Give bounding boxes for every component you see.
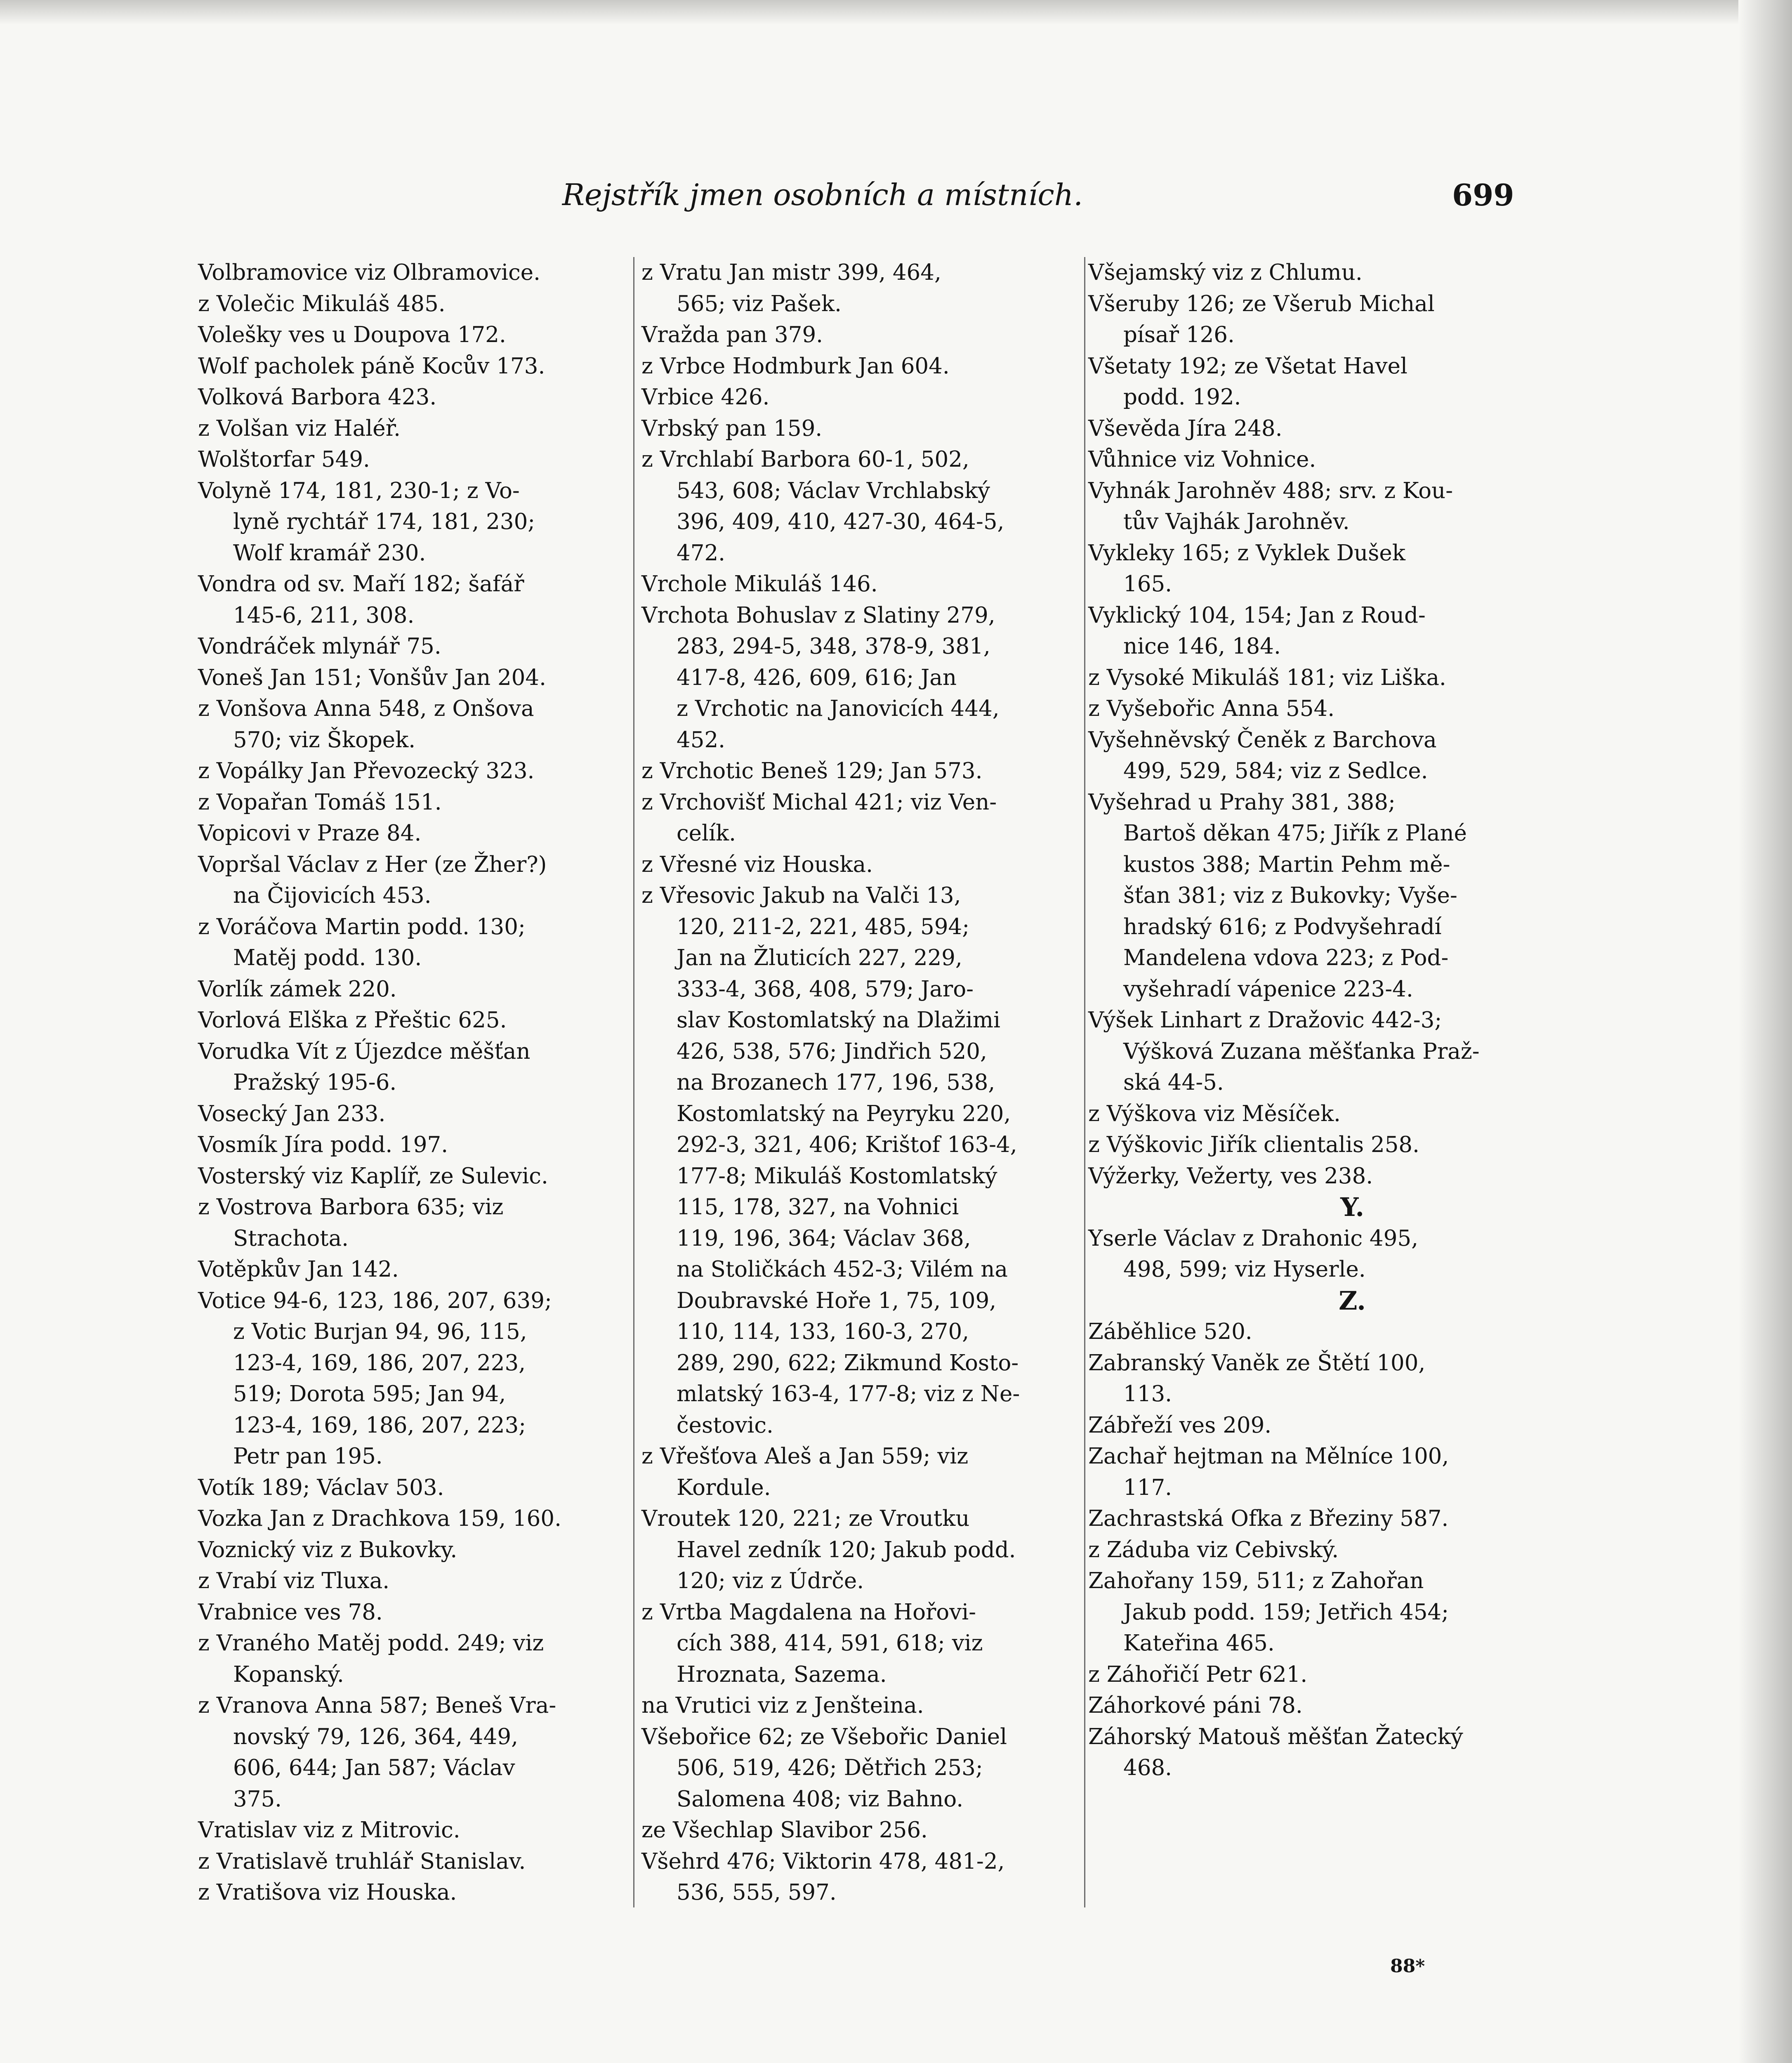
index-line: Vondra od sv. Maří 182; šafář [198,571,524,597]
index-line: Votík 189; Václav 503. [198,1475,444,1500]
index-line: z Vrchotic Beneš 129; Jan 573. [641,758,983,784]
index-line: Jan na Žluticích 227, 229, [677,945,962,970]
index-line: z Vonšova Anna 548, z Onšova [198,696,534,721]
index-line: vyšehradí vápenice 223-4. [1123,976,1413,1002]
index-line: novský 79, 126, 364, 449, [233,1724,518,1749]
scan-shadow-top [0,0,1792,25]
page-number: 699 [1452,177,1514,212]
index-line: 292-3, 321, 406; Krištof 163-4, [677,1132,1017,1157]
index-line: 375. [233,1786,282,1812]
index-line: z Volečic Mikuláš 485. [198,291,446,316]
index-line: Vykleky 165; z Vyklek Dušek [1088,540,1405,566]
index-line: z Vopařan Tomáš 151. [198,789,442,815]
index-line: Všejamský viz z Chlumu. [1088,260,1363,285]
index-line: Mandelena vdova 223; z Pod- [1123,945,1449,970]
index-line: 468. [1123,1755,1172,1780]
index-line: Vrchole Mikuláš 146. [641,571,878,597]
index-line: 536, 555, 597. [677,1880,837,1905]
index-line: Vražda pan 379. [641,322,823,347]
index-line: Votice 94-6, 123, 186, 207, 639; [198,1288,552,1313]
index-line: z Záhořičí Petr 621. [1088,1662,1308,1687]
index-line: 283, 294-5, 348, 378-9, 381, [677,634,990,659]
index-line: Volyně 174, 181, 230-1; z Vo- [198,478,520,503]
index-line: Vroutek 120, 221; ze Vroutku [641,1506,970,1531]
index-line: Volková Barbora 423. [198,385,437,410]
index-line: z Vřešťova Aleš a Jan 559; viz [641,1444,969,1469]
index-line: z Vrchlabí Barbora 60-1, 502, [641,447,969,472]
index-line: Zahořany 159, 511; z Zahořan [1088,1568,1424,1593]
index-line: Vratislav viz z Mitrovic. [198,1818,460,1843]
index-line: lyně rychtář 174, 181, 230; [233,509,535,534]
index-line: Zabranský Vaněk ze Štětí 100, [1088,1350,1426,1376]
index-line: ská 44-5. [1123,1070,1224,1095]
index-line: Vorlík zámek 220. [198,976,397,1002]
index-line: z Vrbce Hodmburk Jan 604. [641,353,950,379]
index-line: Kopanský. [233,1662,344,1687]
index-line: z Votic Burjan 94, 96, 115, [233,1319,527,1344]
index-line: 565; viz Pašek. [677,291,842,316]
index-line: 117. [1123,1475,1172,1500]
index-line: Voneš Jan 151; Vonšův Jan 204. [198,665,546,690]
index-line: z Vostrova Barbora 635; viz [198,1194,504,1220]
index-line: Všeruby 126; ze Všerub Michal [1088,291,1435,316]
index-line: Wolf pacholek páně Kocův 173. [198,353,545,379]
index-line: 177-8; Mikuláš Kostomlatský [677,1163,997,1189]
index-line: Pražský 195-6. [233,1070,397,1095]
index-line: 115, 178, 327, na Vohnici [677,1194,959,1220]
index-line: cích 388, 414, 591, 618; viz [677,1631,983,1656]
index-line: Strachota. [233,1225,349,1251]
index-line: Vyklický 104, 154; Jan z Roud- [1088,602,1426,628]
index-line: Vorlová Elška z Přeštic 625. [198,1008,507,1033]
index-line: z Vřesné viz Houska. [641,852,873,877]
index-line: z Vranova Anna 587; Beneš Vra- [198,1693,556,1718]
index-line: Vrabnice ves 78. [198,1599,383,1625]
index-line: 499, 529, 584; viz z Sedlce. [1123,758,1428,784]
index-line: Kostomlatský na Peyryku 220, [677,1101,1011,1126]
index-line: Salomena 408; viz Bahno. [677,1786,964,1812]
index-line: Všehrd 476; Viktorin 478, 481-2, [641,1848,1005,1874]
index-column-1 [198,257,635,1908]
index-line: 333-4, 368, 408, 579; Jaro- [677,976,974,1002]
index-line: z Vysoké Mikuláš 181; viz Liška. [1088,665,1446,690]
index-line: Vozka Jan z Drachkova 159, 160. [198,1506,561,1531]
index-line: 498, 599; viz Hyserle. [1123,1257,1366,1282]
index-line: Volešky ves u Doupova 172. [198,322,506,347]
index-line: Volbramovice viz Olbramovice. [198,260,540,285]
index-line: Voznický viz z Bukovky. [198,1537,457,1563]
index-line: 396, 409, 410, 427-30, 464-5, [677,509,1004,534]
index-line: Záhorkové páni 78. [1088,1693,1303,1718]
index-line: Wolštorfar 549. [198,447,370,472]
index-line: Jakub podd. 159; Jetřich 454; [1123,1599,1449,1625]
index-line: Vosterský viz Kaplíř, ze Sulevic. [198,1163,548,1189]
index-line: z Záduba viz Cebivský. [1088,1537,1339,1563]
index-line: Bartoš děkan 475; Jiřík z Plané [1123,821,1467,846]
index-line: Vondráček mlynář 75. [198,634,441,659]
index-line: z Vrchovišť Michal 421; viz Ven- [641,789,997,815]
index-line: z Vrabí viz Tluxa. [198,1568,390,1593]
index-line: Výžerky, Vežerty, ves 238. [1088,1163,1373,1189]
index-line: 452. [677,727,726,753]
index-line: 113. [1123,1381,1172,1407]
index-line: 506, 519, 426; Dětřich 253; [677,1755,983,1780]
index-line: 426, 538, 576; Jindřich 520, [677,1039,987,1064]
index-line: na Stoličkách 452-3; Vilém na [677,1257,1008,1282]
index-line: Záběhlice 520. [1088,1319,1252,1344]
index-line: na Brozanech 177, 196, 538, [677,1070,995,1095]
index-line: z Vratu Jan mistr 399, 464, [641,260,941,285]
index-line: z Vopálky Jan Převozecký 323. [198,758,535,784]
index-line: slav Kostomlatský na Dlažimi [677,1008,1000,1033]
index-line: z Vratišova viz Houska. [198,1880,457,1905]
index-line: Vopršal Václav z Her (ze Žher?) [198,852,547,877]
section-heading: Z. [1339,1285,1366,1316]
index-line: Kateřina 465. [1123,1631,1275,1656]
index-line: Petr pan 195. [233,1444,383,1469]
index-line: podd. 192. [1123,385,1241,410]
index-line: kustos 388; Martin Pehm mě- [1123,852,1450,877]
index-line: na Čijovicích 453. [233,883,431,908]
index-line: z Výškovic Jiřík clientalis 258. [1088,1132,1419,1157]
index-line: Kordule. [677,1475,771,1500]
index-line: 606, 644; Jan 587; Václav [233,1755,515,1780]
index-line: Yserle Václav z Drahonic 495, [1088,1225,1418,1251]
index-line: na Vrutici viz z Jenšteina. [641,1693,924,1718]
index-line: Vrbice 426. [641,385,770,410]
index-line: z Vrtba Magdalena na Hořovi- [641,1599,976,1625]
index-line: celík. [677,821,736,846]
index-line: 417-8, 426, 609, 616; Jan [677,665,957,690]
index-line: z Vrchotic na Janovicích 444, [677,696,1000,721]
index-line: nice 146, 184. [1123,634,1281,659]
index-line: Zábřeží ves 209. [1088,1412,1272,1438]
index-line: z Výškova viz Měsíček. [1088,1101,1341,1126]
index-line: Výšková Zuzana měšťanka Praž- [1123,1039,1480,1064]
index-line: Vrchota Bohuslav z Slatiny 279, [641,602,995,628]
index-line: Vůhnice viz Vohnice. [1088,447,1316,472]
index-column-2 [641,257,1066,1908]
index-line: 123-4, 169, 186, 207, 223; [233,1412,526,1438]
index-line: ze Všechlap Slavibor 256. [641,1818,928,1843]
index-line: hradský 616; z Podvyšehradí [1123,914,1442,939]
index-line: Vosecký Jan 233. [198,1101,386,1126]
scan-shadow-right [1738,0,1792,2063]
index-column-3 [1088,257,1521,1784]
index-line: z Voráčova Martin podd. 130; [198,914,526,939]
index-line: Hroznata, Sazema. [677,1662,887,1687]
index-line: 570; viz Škopek. [233,727,416,753]
index-line: Vopicovi v Praze 84. [198,821,422,846]
index-line: Všebořice 62; ze Všebořic Daniel [641,1724,1007,1749]
index-line: Výšek Linhart z Dražovic 442-3; [1088,1008,1442,1033]
index-line: Matěj podd. 130. [233,945,422,970]
index-line: Vrbský pan 159. [641,415,823,441]
index-line: Vyhnák Jarohněv 488; srv. z Kou- [1088,478,1453,503]
index-line: 289, 290, 622; Zikmund Kosto- [677,1350,1019,1376]
index-line: z Vratislavě truhlář Stanislav. [198,1848,526,1874]
index-line: 110, 114, 133, 160-3, 270, [677,1319,969,1344]
index-line: tův Vajhák Jarohněv. [1123,509,1350,534]
index-line: mlatský 163-4, 177-8; viz z Ne- [677,1381,1020,1407]
index-line: Vosmík Jíra podd. 197. [198,1132,448,1157]
index-line: 120, 211-2, 221, 485, 594; [677,914,970,939]
page-title: Rejstřík jmen osobních a místních. [562,177,1083,212]
index-line: Všetaty 192; ze Všetat Havel [1088,353,1408,379]
index-line: z Vřesovic Jakub na Valči 13, [641,883,961,908]
index-line: 119, 196, 364; Václav 368, [677,1225,971,1251]
index-line: Vyšehněvský Čeněk z Barchova [1088,727,1437,753]
index-line: šťan 381; viz z Bukovky; Vyše- [1123,883,1457,908]
index-line: 543, 608; Václav Vrchlabský [677,478,990,503]
index-line: 519; Dorota 595; Jan 94, [233,1381,506,1407]
index-line: 472. [677,540,726,566]
index-line: Zachrastská Ofka z Březiny 587. [1088,1506,1449,1531]
index-line: Záhorský Matouš měšťan Žatecký [1088,1724,1463,1749]
index-line: 123-4, 169, 186, 207, 223, [233,1350,526,1376]
index-line: z Vraného Matěj podd. 249; viz [198,1631,544,1656]
index-line: Havel zedník 120; Jakub podd. [677,1537,1016,1563]
section-heading: Y. [1340,1192,1364,1222]
index-line: 145-6, 211, 308. [233,602,415,628]
column-divider [1084,257,1085,1907]
index-line: z Volšan viz Haléř. [198,415,401,441]
index-line: Wolf kramář 230. [233,540,426,566]
index-line: 120; viz z Údrče. [677,1568,864,1593]
index-line: Zachař hejtman na Mělníce 100, [1088,1444,1449,1469]
index-line: čestovic. [677,1412,773,1438]
index-line: Vševěda Jíra 248. [1088,415,1283,441]
index-line: Votěpkův Jan 142. [198,1257,399,1282]
index-line: Vyšehrad u Prahy 381, 388; [1088,789,1396,815]
signature-mark: 88* [1390,1956,1425,1977]
index-line: 165. [1123,571,1172,597]
index-line: Vorudka Vít z Újezdce měšťan [198,1039,531,1064]
index-line: z Vyšebořic Anna 554. [1088,696,1335,721]
index-line: Doubravské Hoře 1, 75, 109, [677,1288,997,1313]
index-line: písař 126. [1123,322,1235,347]
